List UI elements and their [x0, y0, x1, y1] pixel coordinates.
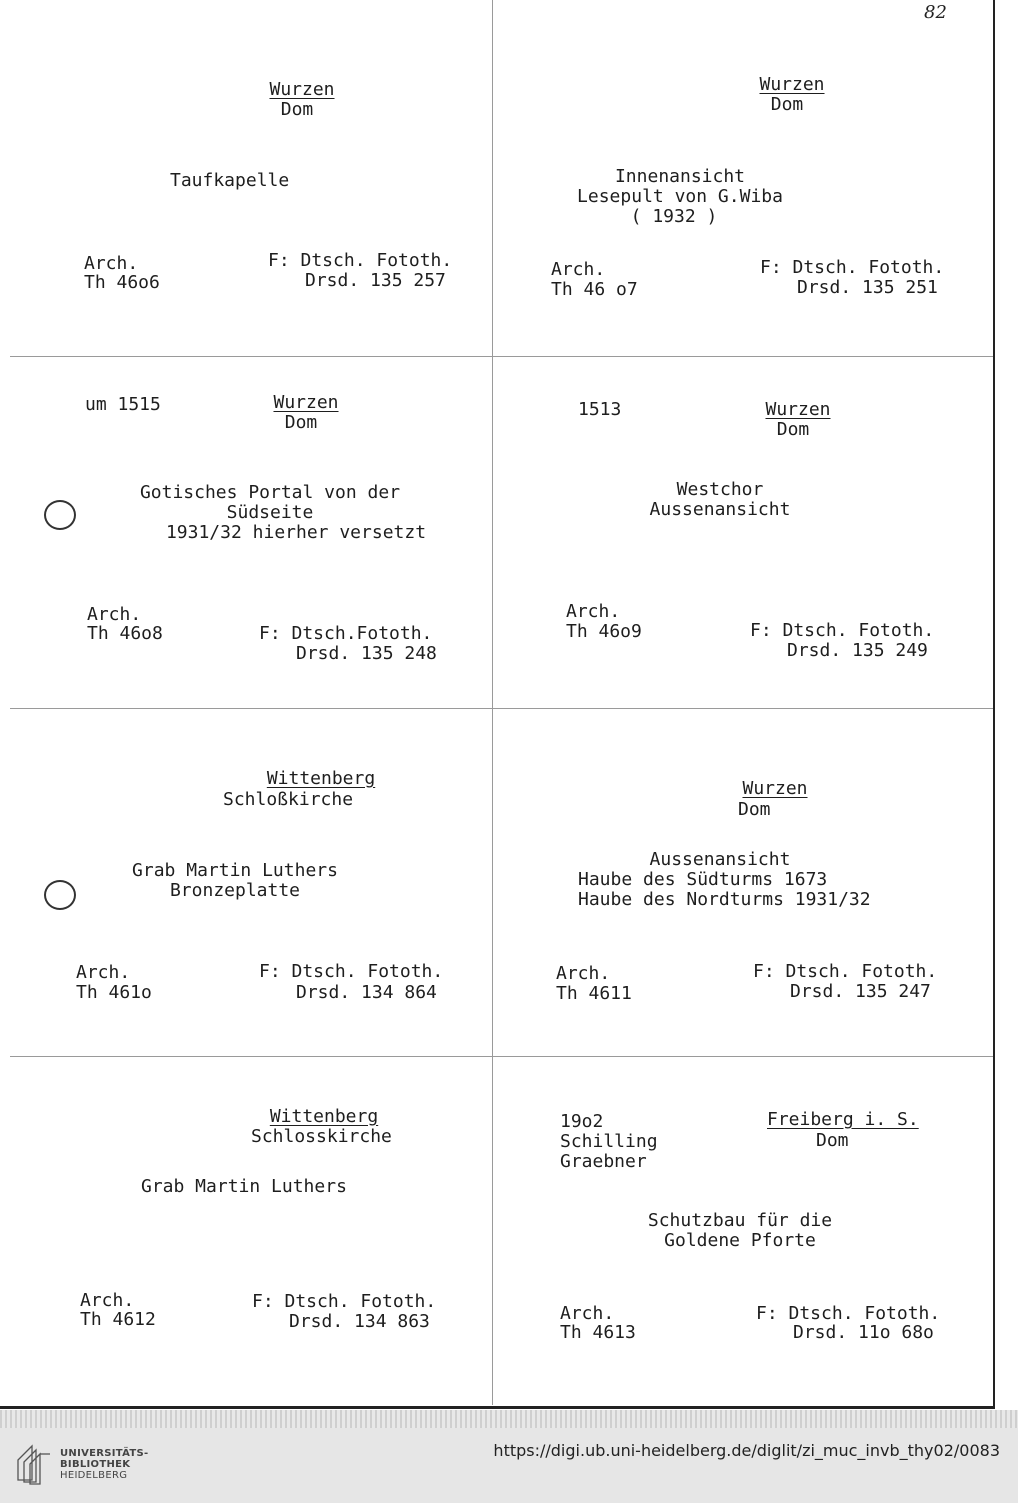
- sheet-edge-bottom: [0, 1406, 995, 1409]
- card-arch-label: Arch.: [87, 604, 142, 625]
- card-place: Wittenberg: [266, 768, 376, 789]
- card-description: Goldene Pforte: [664, 1230, 816, 1251]
- card-description: Aussenansicht: [649, 849, 791, 870]
- card-arch-number: Th 46o9: [566, 621, 642, 642]
- card-date: 19o2 Schilling Graebner: [560, 1111, 658, 1172]
- card-building: Dom: [770, 94, 804, 115]
- scan-edge-strip: [0, 1410, 1018, 1428]
- card-photo-number: Drsd. 11o 68o: [793, 1322, 934, 1343]
- card-source: F: Dtsch.Fototh.: [259, 623, 433, 644]
- logo-line-1: UNIVERSITÄTS-: [60, 1448, 149, 1459]
- card-photo-number: Drsd. 134 863: [289, 1311, 430, 1332]
- card-arch-number: Th 4612: [80, 1309, 156, 1330]
- library-logo-icon: [14, 1440, 54, 1486]
- card-date: um 1515: [85, 394, 161, 415]
- card-building: Dom: [284, 412, 318, 433]
- card-photo-number: Drsd. 135 247: [790, 981, 931, 1002]
- card-description: Haube des Südturms 1673: [578, 869, 828, 890]
- logo-line-2: BIBLIOTHEK: [60, 1459, 131, 1470]
- card-source: F: Dtsch. Fototh.: [753, 961, 938, 982]
- page-number-mark: 82: [924, 2, 947, 23]
- card-arch-number: Th 46o6: [84, 272, 160, 293]
- card-description: Bronzeplatte: [169, 880, 301, 901]
- card-source: F: Dtsch. Fototh.: [750, 620, 935, 641]
- card-arch-label: Arch.: [76, 962, 131, 983]
- card-source: F: Dtsch. Fototh.: [252, 1291, 437, 1312]
- card-arch-number: Th 46 o7: [551, 279, 638, 300]
- card-arch-number: Th 4613: [560, 1322, 636, 1343]
- card-description: 1931/32 hierher versetzt: [165, 522, 427, 543]
- document-url-link[interactable]: https://digi.ub.uni-heidelberg.de/diglit/zi_muc_invb_thy02/0083: [493, 1441, 1000, 1460]
- card-building: Dom: [738, 799, 771, 820]
- card-arch-label: Arch.: [84, 253, 139, 274]
- card-source: F: Dtsch. Fototh.: [259, 961, 444, 982]
- card-description: Taufkapelle: [170, 170, 290, 191]
- row-divider-2: [10, 708, 993, 709]
- punch-hole-icon: [44, 880, 76, 910]
- card-place: Wurzen: [269, 79, 335, 100]
- card-arch-label: Arch.: [566, 601, 621, 622]
- column-divider: [492, 0, 493, 1405]
- logo-line-3: HEIDELBERG: [60, 1470, 128, 1481]
- card-description: Grab Martin Luthers: [141, 1176, 347, 1197]
- card-place: Freiberg i. S.: [767, 1109, 919, 1130]
- card-description: Grab Martin Luthers: [132, 860, 338, 881]
- card-description: Westchor: [676, 479, 764, 500]
- card-arch-label: Arch.: [551, 259, 606, 280]
- card-description: Aussenansicht: [649, 499, 791, 520]
- card-photo-number: Drsd. 135 257: [305, 270, 446, 291]
- library-logo-text: [60, 1448, 149, 1481]
- card-photo-number: Drsd. 134 864: [296, 982, 437, 1003]
- card-source: F: Dtsch. Fototh.: [268, 250, 453, 271]
- card-description: ( 1932 ): [630, 206, 718, 227]
- row-divider-1: [10, 356, 993, 357]
- card-photo-number: Drsd. 135 251: [797, 277, 938, 298]
- card-photo-number: Drsd. 135 249: [787, 640, 928, 661]
- card-arch-label: Arch.: [556, 963, 611, 984]
- card-place: Wurzen: [765, 399, 831, 420]
- card-place: Wurzen: [742, 778, 808, 799]
- card-arch-number: Th 46o8: [87, 623, 163, 644]
- card-building: Schlosskirche: [251, 1126, 392, 1147]
- card-arch-number: Th 461o: [76, 982, 152, 1003]
- card-building: Dom: [776, 419, 810, 440]
- card-source: F: Dtsch. Fototh.: [760, 257, 945, 278]
- footer-bar: [0, 1428, 1018, 1503]
- card-date: 1513: [578, 399, 622, 420]
- card-building: Schloßkirche: [223, 789, 354, 810]
- card-description: Innenansicht: [614, 166, 746, 187]
- row-divider-3: [10, 1056, 993, 1057]
- card-arch-number: Th 4611: [556, 983, 632, 1004]
- card-source: F: Dtsch. Fototh.: [756, 1303, 941, 1324]
- card-description: Gotisches Portal von der: [139, 482, 401, 503]
- card-arch-label: Arch.: [80, 1290, 135, 1311]
- card-place: Wurzen: [759, 74, 825, 95]
- sheet-edge-right: [993, 0, 995, 1408]
- card-place: Wurzen: [273, 392, 339, 413]
- card-building: Dom: [816, 1130, 849, 1151]
- card-place: Wittenberg: [269, 1106, 379, 1127]
- card-arch-label: Arch.: [560, 1303, 615, 1324]
- card-building: Dom: [280, 99, 314, 120]
- card-description: Haube des Nordturms 1931/32: [578, 889, 871, 910]
- punch-hole-icon: [44, 500, 76, 530]
- card-description: Lesepult von G.Wiba: [577, 186, 783, 207]
- card-description: Südseite: [226, 502, 314, 523]
- card-description: Schutzbau für die: [647, 1210, 833, 1231]
- card-photo-number: Drsd. 135 248: [296, 643, 437, 664]
